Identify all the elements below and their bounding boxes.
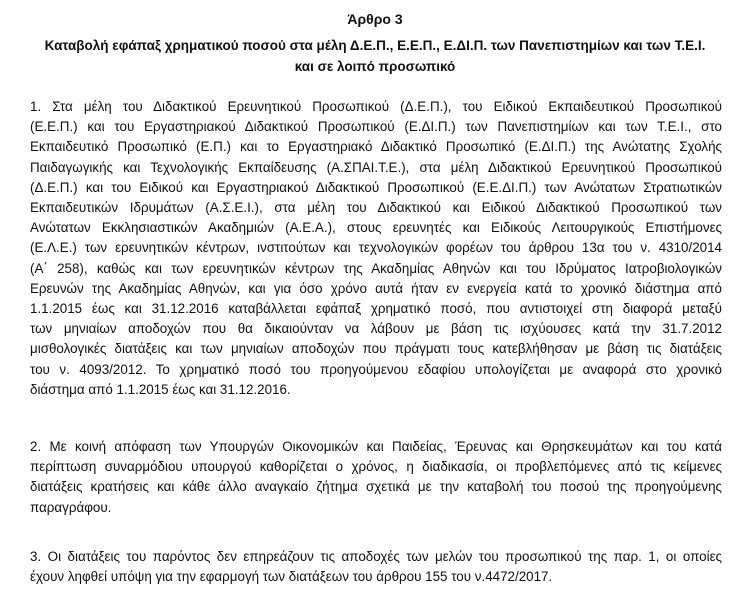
paragraph-line: 2. Με κοινή απόφαση των Υπουργών Οικονομικών και Παιδείας, Έρευνας και Θρησκευμάτων και του κατά bbox=[30, 439, 722, 454]
paragraph-line: των μηνιαίων αποδοχών που θα δικαιούνταν να λάβουν με βάση τις ισχύουσες κατά την 31.7.2012 bbox=[30, 321, 722, 337]
paragraph-line: περίπτωση συναρμόδιου υπουργού καθορίζεται ο χρόνος, η διαδικασία, οι προβλεπόμενες από τις κείμενες bbox=[30, 459, 722, 475]
paragraph-line: Εκπαιδευτικό Προσωπικό (Ε.Π.) και το Εργαστηριακό Διδακτικό Προσωπικό (Ε.ΔΙ.Π.) της Ανώτατης Σχολής bbox=[30, 139, 722, 155]
paragraph-3 bbox=[30, 547, 722, 587]
paragraph-line: του ν. 4093/2012. Το χρηματικό ποσό του προηγούμενου εδαφίου υπολογίζεται με αναφορά στο χρονικό bbox=[30, 361, 722, 377]
paragraph-line: Εκπαιδευτικών Ιδρυμάτων (Α.Σ.Ε.Ι.), στα μέλη του Διδακτικού και Ειδικού Διδακτικού Προσωπικού των bbox=[30, 200, 722, 216]
paragraph-line: (Ε.Λ.Ε.) των ερευνητικών κέντρων, ινστιτούτων και τεχνολογικών φορέων του άρθρου 13α του ν. 4310/2014 bbox=[30, 240, 722, 256]
paragraph-line: έχουν ληφθεί υπόψη για την εφαρμογή των διατάξεων του άρθρου 155 του ν.4472/2017. bbox=[30, 569, 553, 585]
paragraph-line: Παιδαγωγικής και Τεχνολογικής Εκπαίδευσης (Α.ΣΠΑΙ.Τ.Ε.), στα μέλη Διδακτικού Ερευνητικού Προσωπικού bbox=[30, 159, 722, 175]
paragraph-line: (Ε.Ε.Π.) και του Εργαστηριακού Διδακτικού Προσωπικού (Ε.ΔΙ.Π.) των Πανεπιστημίων και των Τ.Ε.Ι., στο bbox=[30, 119, 722, 135]
paragraph-line: διατάξεις κρατήσεις και κάθε άλλο αναγκαίο ζήτημα σχετικά με την καταβολή του ποσού της προηγούμενης bbox=[30, 479, 722, 495]
paragraph-line: 1.1.2015 έως και 31.12.2016 καταβάλλεται εφάπαξ χρηματικό ποσό, που αντιστοιχεί στη διαφορά μεταξύ bbox=[30, 301, 722, 317]
article-subtitle bbox=[20, 35, 730, 77]
paragraph-line: Ερευνών της Ακαδημίας Αθηνών, και για όσο χρόνο αυτά ήταν εν ενεργεία κατά το χρονικό διάστημα από bbox=[30, 280, 722, 296]
paragraph-line: μισθολογικές διατάξεις και των μηνιαίων αποδοχών που πράγματι τους κατεβλήθησαν με βάση τις διατάξεις bbox=[30, 341, 722, 357]
article-subtitle-line: και σε λοιπό προσωπικό bbox=[294, 59, 456, 74]
paragraph-line: παραγράφου. bbox=[30, 499, 112, 515]
article-title: Άρθρο 3 bbox=[347, 11, 403, 27]
paragraph-line: διάστημα από 1.1.2015 έως και 31.12.2016. bbox=[30, 381, 291, 397]
paragraph-line: Ανώτατων Εκκλησιαστικών Ακαδημιών (Α.Ε.Α.), στους ερευνητές και Ειδικούς Λειτουργικούς Επιστήμονες bbox=[30, 220, 722, 236]
paragraph-line: (Δ.Ε.Π.) και του Ειδικού και Εργαστηριακού Διδακτικού Προσωπικού (Ε.Ε.ΔΙ.Π.) των Ανώτατων Στρατιωτικών bbox=[30, 179, 722, 195]
paragraph-line: 1. Στα μέλη του Διδακτικού Ερευνητικού Προσωπικού (Δ.Ε.Π.), του Ειδικού Εκπαιδευτικού Προσωπικού bbox=[30, 99, 722, 114]
paragraph-line: 3. Οι διατάξεις του παρόντος δεν επηρεάζουν τις αποδοχές των μελών του προσωπικού της παρ. 1, οι οποίες bbox=[30, 549, 722, 564]
article-subtitle-line: Καταβολή εφάπαξ χρηματικού ποσού στα μέλη Δ.Ε.Π., Ε.Ε.Π., Ε.ΔΙ.Π. των Πανεπιστημίων και των Τ.Ε.Ι. bbox=[44, 38, 706, 53]
paragraph-1 bbox=[30, 97, 722, 400]
paragraph-2 bbox=[30, 437, 722, 518]
paragraph-line: (Α΄ 258), καθώς και των ερευνητικών κέντρων της Ακαδημίας Αθηνών και του Ιδρύματος Ιατροβιολογικών bbox=[30, 260, 722, 276]
